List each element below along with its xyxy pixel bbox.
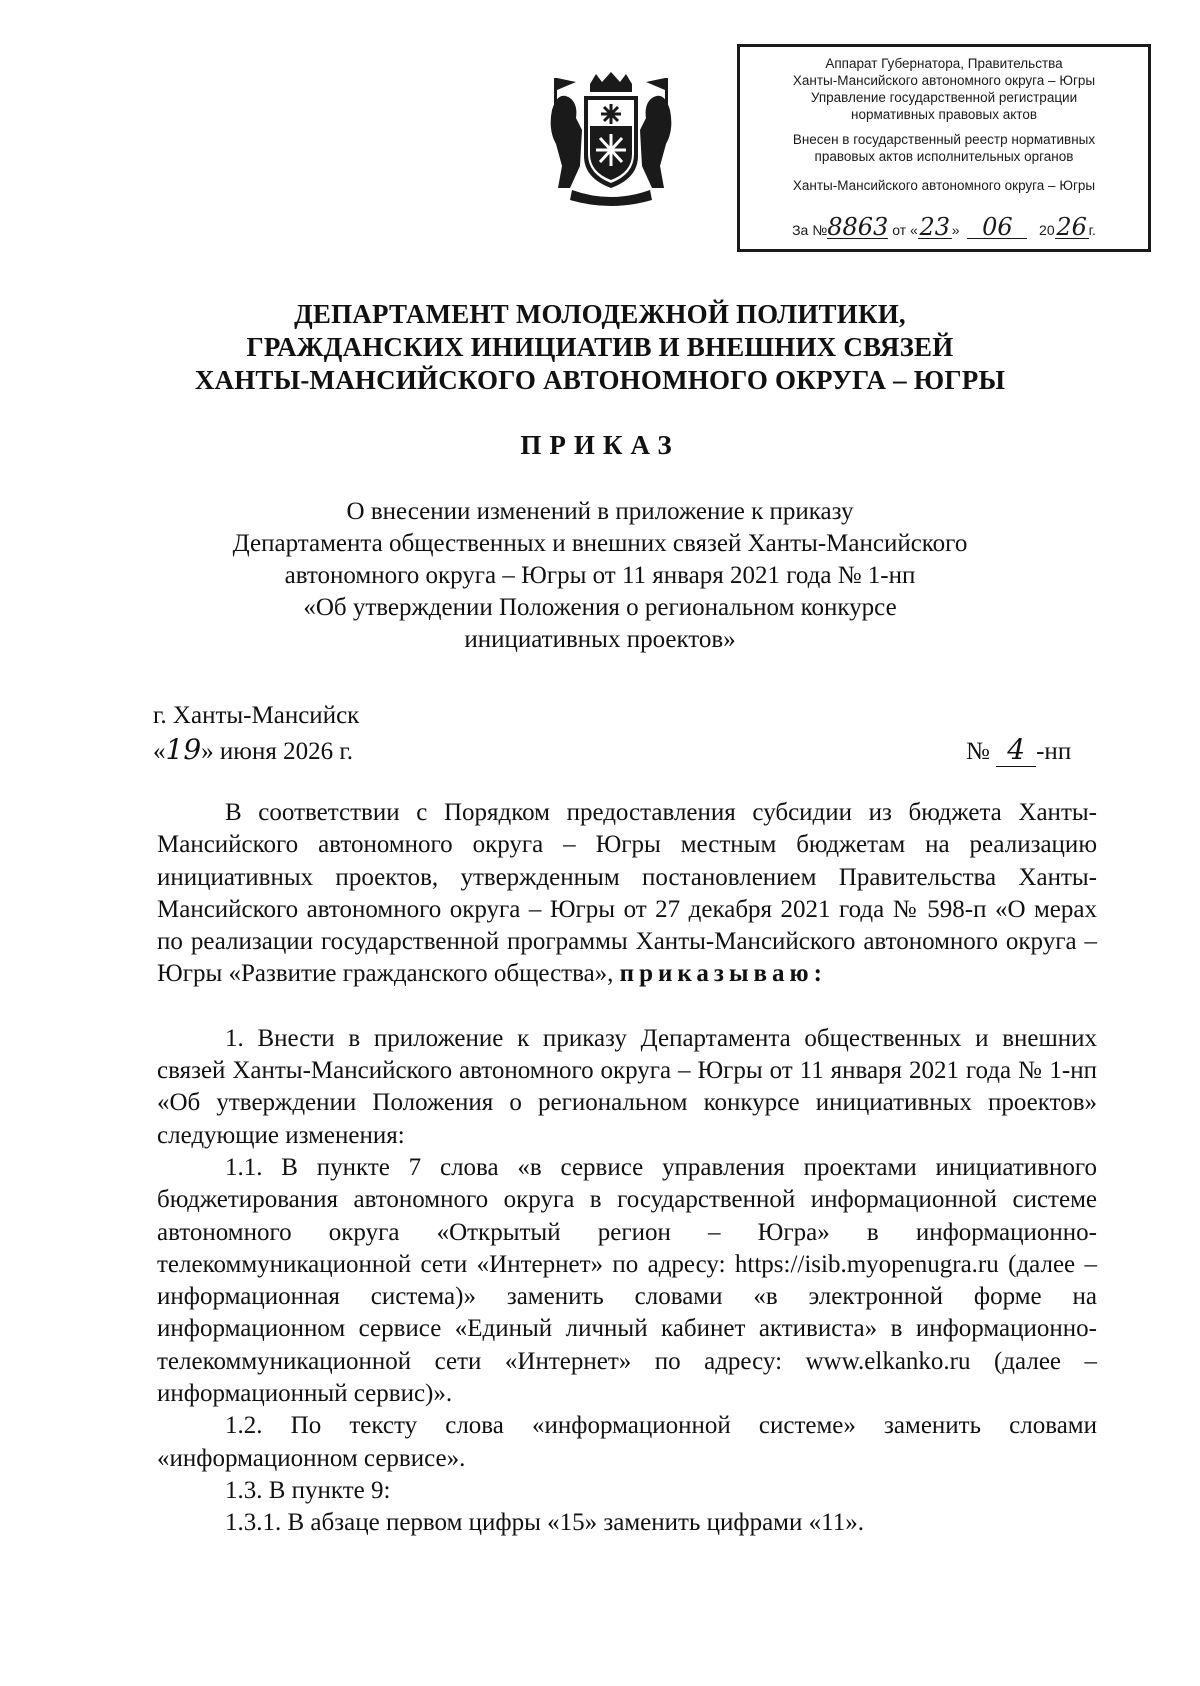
document-type: ПРИКАЗ [520,430,680,460]
clause-1-3-1: 1.3.1. В абзаце первом цифры «15» заменить цифрами «11». [225,1509,864,1537]
clause-1-2: 1.2. По тексту слова «информационной системе» заменить словами «информационном сервисе». [157,1412,1097,1472]
subject-line: О внесении изменений в приложение к приказу [346,498,854,525]
stamp-line: Ханты-Мансийского автономного округа – Югры [792,73,1096,88]
subject-line: Департамента общественных и внешних связей Ханты-Мансийского [232,530,968,557]
date-open: « [153,738,166,765]
department-title-line: ХАНТЫ-МАНСИЙСКОГО АВТОНОМНОГО ОКРУГА – ЮГРЫ [194,365,1006,395]
department-title [0,298,1200,397]
stamp-reg-year-prefix: 20 [1039,222,1055,238]
number-handwritten: 4 [996,734,1036,767]
date-rest: » июня 2026 г. [201,738,354,765]
subject-line: «Об утверждении Положения о региональном конкурсе [303,594,897,621]
number-prefix: № [966,738,990,765]
stamp-reg-month: 06 [967,216,1027,239]
stamp-line: нормативных правовых актов [850,107,1038,122]
department-title-line: ГРАЖДАНСКИХ ИНИЦИАТИВ И ВНЕШНИХ СВЯЗЕЙ [246,332,954,362]
stamp-reg-close: » [951,222,960,238]
number-suffix: -нп [1036,738,1072,765]
preamble-paragraph [157,797,1097,991]
stamp-reg-from: от « [892,222,918,238]
stamp-reg-day: 23 [919,213,951,241]
stamp-line: Внесен в государственный реестр нормативных [792,132,1096,147]
stamp-reg-end: г. [1088,222,1096,238]
stamp-line: Аппарат Губернатора, Правительства [825,56,1063,71]
date-day-handwritten: 19 [165,733,202,766]
registration-stamp [737,44,1151,252]
department-title-line: ДЕПАРТАМЕНТ МОЛОДЕЖНОЙ ПОЛИТИКИ, [294,299,906,329]
order-number [966,734,1071,768]
preamble-text: В соответствии с Порядком предоставления субсидии из бюджета Ханты-Мансийского автономного округа – Югры местным бюджетам на реализацию инициативных проектов, утвержденным постановлением Правительства Ханты-Мансийского автономного округа – Югры от 27 декабря 2021 года № 598-п «О мерах по реализации государственной программы Ханты-Мансийского автономного округа – Югры «Развитие гражданского общества», [157,799,1097,988]
place-of-issue: г. Ханты-Мансийск [153,702,360,729]
order-word: приказываю: [619,960,827,988]
stamp-line: Ханты-Мансийского автономного округа – Югры [792,178,1096,193]
coat-of-arms-emblem [548,70,674,210]
order-date [153,734,353,768]
order-body [157,797,1097,1540]
stamp-line: Управление государственной регистрации [810,90,1078,105]
order-subject [0,496,1200,656]
clause-1-3: 1.3. В пункте 9: [225,1476,391,1504]
subject-line: автономного округа – Югры от 11 января 2021 года № 1-нп [284,562,916,589]
stamp-reg-year: 26 [1056,213,1087,241]
subject-line: инициативных проектов» [464,626,736,653]
clause-1: 1. Внести в приложение к приказу Департамента общественных и внешних связей Ханты-Мансийского автономного округа – Югры от 11 января 2021 года № 1-нп «Об утверждении Положения о региональном конкурсе инициативных проектов» следующие изменения: [157,1024,1097,1149]
clause-1-1: 1.1. В пункте 7 слова «в сервисе управления проектами инициативного бюджетирования автономного округа в государственной информационной системе автономного округа «Открытый регион – Югра» в информационно-телекоммуникационной сети «Интернет» по адресу: https://isib.myopenugra.ru (далее – информационная система)» заменить словами «в электронной форме на информационном сервисе «Единый личный кабинет активиста» в информационно-телекоммуникационной сети «Интернет» по адресу: www.elkanko.ru (далее – информационный сервис)». [157,1153,1097,1408]
stamp-reg-number: 8863 [827,213,889,241]
stamp-registration-number [740,213,1148,241]
stamp-reg-prefix: За № [792,222,828,238]
stamp-line: правовых актов исполнительных органов [814,149,1074,164]
